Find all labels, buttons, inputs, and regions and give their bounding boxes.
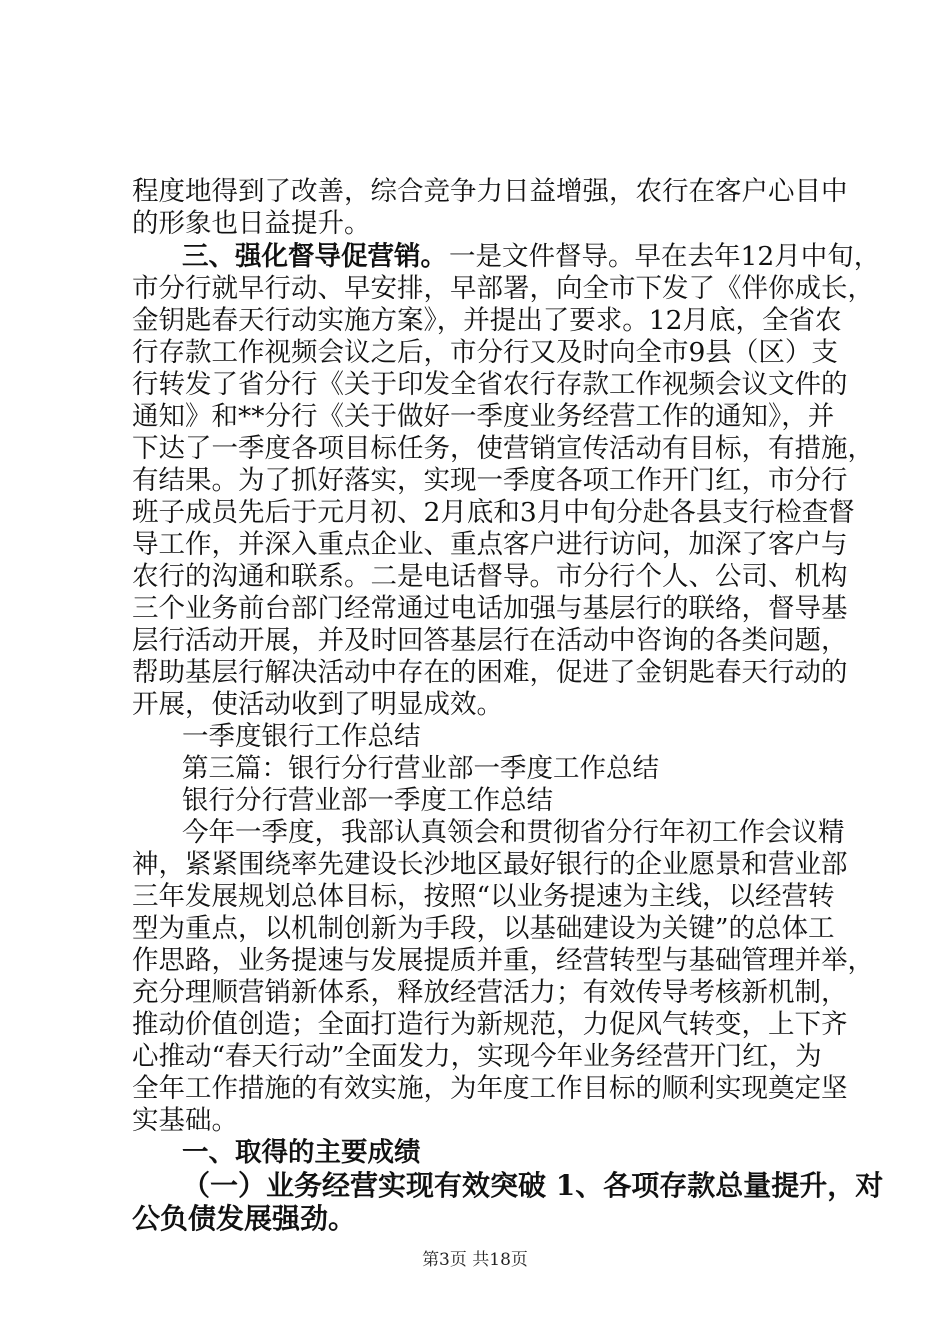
text-line: 作思路，业务提速与发展提质并重，经营转型与基础管理并举，: [132, 945, 874, 976]
text-line: 今年一季度，我部认真领会和贯彻省分行年初工作会议精: [182, 817, 845, 848]
text-line: 班子成员先后于元月初、2月底和3月中旬分赴各县支行检查督: [132, 497, 855, 528]
subsection-heading: （一）业务经营实现有效突破 1、各项存款总量提升，对: [182, 1169, 884, 1202]
text-line: 有结果。为了抓好落实，实现一季度各项工作开门红，市分行: [132, 465, 848, 496]
text-line: 三年发展规划总体目标，按照“以业务提速为主线，以经营转: [132, 881, 835, 912]
text-line: 层行活动开展，并及时回答基层行在活动中咨询的各类问题，: [132, 625, 848, 656]
section-heading: 三、强化督导促营销。: [182, 241, 447, 272]
text-line: 市分行就早行动、早安排，早部署，向全市下发了《伴你成长，: [132, 273, 874, 304]
text-line: 实基础。: [132, 1105, 238, 1136]
chapter-title: 第三篇：银行分行营业部一季度工作总结: [182, 753, 659, 784]
subsection-heading-cont: 公负债发展强劲。: [132, 1202, 357, 1235]
text-line: 全年工作措施的有效实施，为年度工作目标的顺利实现奠定坚: [132, 1073, 848, 1104]
text-line: 农行的沟通和联系。二是电话督导。市分行个人、公司、机构: [132, 561, 848, 592]
document-title: 银行分行营业部一季度工作总结: [182, 785, 553, 816]
section-heading: 一、取得的主要成绩: [182, 1137, 421, 1168]
text-line: 通知》和**分行《关于做好一季度业务经营工作的通知》，并: [132, 401, 835, 432]
text-line: 一季度银行工作总结: [182, 721, 421, 752]
text-line: 开展，使活动收到了明显成效。: [132, 689, 503, 720]
text-line: 充分理顺营销新体系，释放经营活力；有效传导考核新机制，: [132, 977, 848, 1008]
text-line: 三个业务前台部门经常通过电话加强与基层行的联络，督导基: [132, 593, 848, 624]
text-line: 一是文件督导。早在去年12月中旬，: [449, 241, 881, 272]
text-line: 行转发了省分行《关于印发全省农行存款工作视频会议文件的: [132, 369, 848, 400]
text-line: 型为重点，以机制创新为手段，以基础建设为关键”的总体工: [132, 913, 835, 944]
text-line: 金钥匙春天行动实施方案》，并提出了要求。12月底，全省农: [132, 305, 842, 336]
text-line: 程度地得到了改善，综合竞争力日益增强，农行在客户心目中: [132, 176, 848, 207]
text-line: 下达了一季度各项目标任务，使营销宣传活动有目标，有措施，: [132, 433, 874, 464]
text-line: 推动价值创造；全面打造行为新规范，力促风气转变，上下齐: [132, 1009, 848, 1040]
text-line: 心推动“春天行动”全面发力，实现今年业务经营开门红，为: [132, 1041, 822, 1072]
page-footer: 第3页 共18页: [422, 1250, 528, 1270]
text-line: 帮助基层行解决活动中存在的困难，促进了金钥匙春天行动的: [132, 657, 848, 688]
text-line: 行存款工作视频会议之后，市分行又及时向全市9县（区）支: [132, 337, 838, 368]
text-line: 神，紧紧围绕率先建设长沙地区最好银行的企业愿景和营业部: [132, 849, 848, 880]
text-line: 导工作，并深入重点企业、重点客户进行访问，加深了客户与: [132, 529, 848, 560]
text-line: 的形象也日益提升。: [132, 208, 371, 239]
